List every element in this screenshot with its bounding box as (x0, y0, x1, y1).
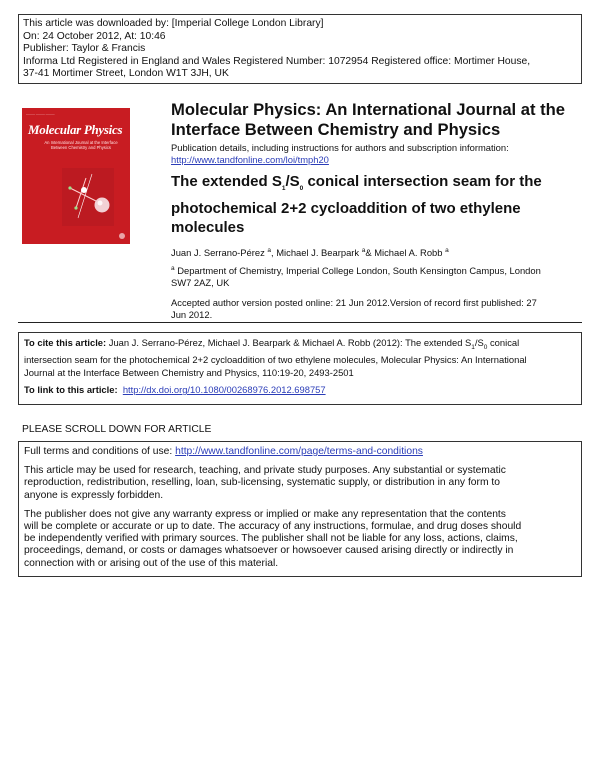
doi-link[interactable]: http://dx.doi.org/10.1080/00268976.2012.698757 (122, 384, 326, 396)
author-name: Michael A. Robb (374, 246, 443, 258)
citation-text: To cite this article: Juan J. Serrano-Pérez, Michael J. Bearpark & Michael A. Robb (2012): The extended $S_1/S_0$ conical intersection seam for the photochemical 2+2 cycloaddition of two ethylene molecules, Molecular Physics: An International Journal at the Interface Between Chemistry and Physics, 110:19-20, 2493-2501 (24, 337, 527, 378)
publication-details: Publication details, including instructions for authors and subscription information: (171, 142, 509, 153)
journal-title-line1: Molecular Physics: An International Journal at the (171, 100, 566, 119)
section-divider (18, 322, 582, 323)
author-name: Michael J. Bearpark (276, 246, 360, 258)
terms-link[interactable]: http://www.tandfonline.com/page/terms-and-conditions (175, 446, 423, 457)
author-name: Juan J. Serrano-Pérez (171, 246, 265, 258)
download-date-line: On: 24 October 2012, At: 10:46 (23, 30, 166, 42)
registration-line: Informa Ltd Registered in England and Wales Registered Number: 1072954 Registered office: Mortimer House, (23, 55, 531, 67)
disclaimer-paragraph: The publisher does not give any warranty express or implied or make any representation that the contents will be complete or accurate or up to date. The accuracy of any instructions, formulae, and drug doses should be independently verified with primary sources. The publisher shall not be liable for any loss, actions, claims, proceedings, demand, or costs or damages whatsoever or howsoever caused arising directly or indirectly in connection with or arising out of the use of this material. (24, 508, 522, 569)
download-notice-box (18, 14, 582, 84)
doi-line: To link to this article: http://dx.doi.org/10.1080/00268976.2012.698757 (24, 384, 326, 396)
full-terms-line: Full terms and conditions of use: http://www.tandfonline.com/page/terms-and-conditions (24, 446, 423, 457)
address-line: 37-41 Mortimer Street, London W1T 3JH, UK (23, 68, 229, 80)
cover-header-strip: ——— ——— ——— (26, 112, 55, 116)
cover-subtitle: An International Journal at the Interface Between Chemistry and Physics (44, 140, 118, 150)
download-line: This article was downloaded by: [Imperial College London Library] (23, 18, 324, 29)
journal-title-line2: Interface Between Chemistry and Physics (171, 120, 501, 139)
publisher-line: Publisher: Taylor & Francis (23, 43, 146, 55)
journal-url-link[interactable]: http://www.tandfonline.com/loi/tmph20 (171, 154, 329, 165)
article-header (171, 100, 581, 321)
cover-molecule-illustration (22, 108, 130, 244)
citation-box (18, 332, 582, 405)
journal-cover-image (22, 108, 130, 244)
authors: Juan J. Serrano-Pérez $^a$, Michael J. Bearpark $^a$& Michael A. Robb $^a$ (171, 246, 449, 258)
cover-title: Molecular Physics (28, 122, 123, 137)
usage-paragraph: This article may be used for research, teaching, and private study purposes. Any substantial or systematic reproduction, redistribution, reselling, loan, sub-licensing, systematic supply, or distribution in any form to anyone is expressly forbidden. (24, 465, 506, 501)
terms-box (18, 441, 582, 577)
article-title: The extended $S_1/S_0$ conical intersection seam for the photochemical 2+2 cycloaddition of two ethylene molecules (171, 173, 542, 236)
affiliation: $^a$ Department of Chemistry, Imperial College London, South Kensington Campus, London SW7 2AZ, UK (171, 264, 541, 288)
accepted-date: Accepted author version posted online: 21 Jun 2012.Version of record first published: 27 Jun 2012. (171, 296, 537, 320)
scroll-notice: PLEASE SCROLL DOWN FOR ARTICLE (22, 424, 212, 435)
